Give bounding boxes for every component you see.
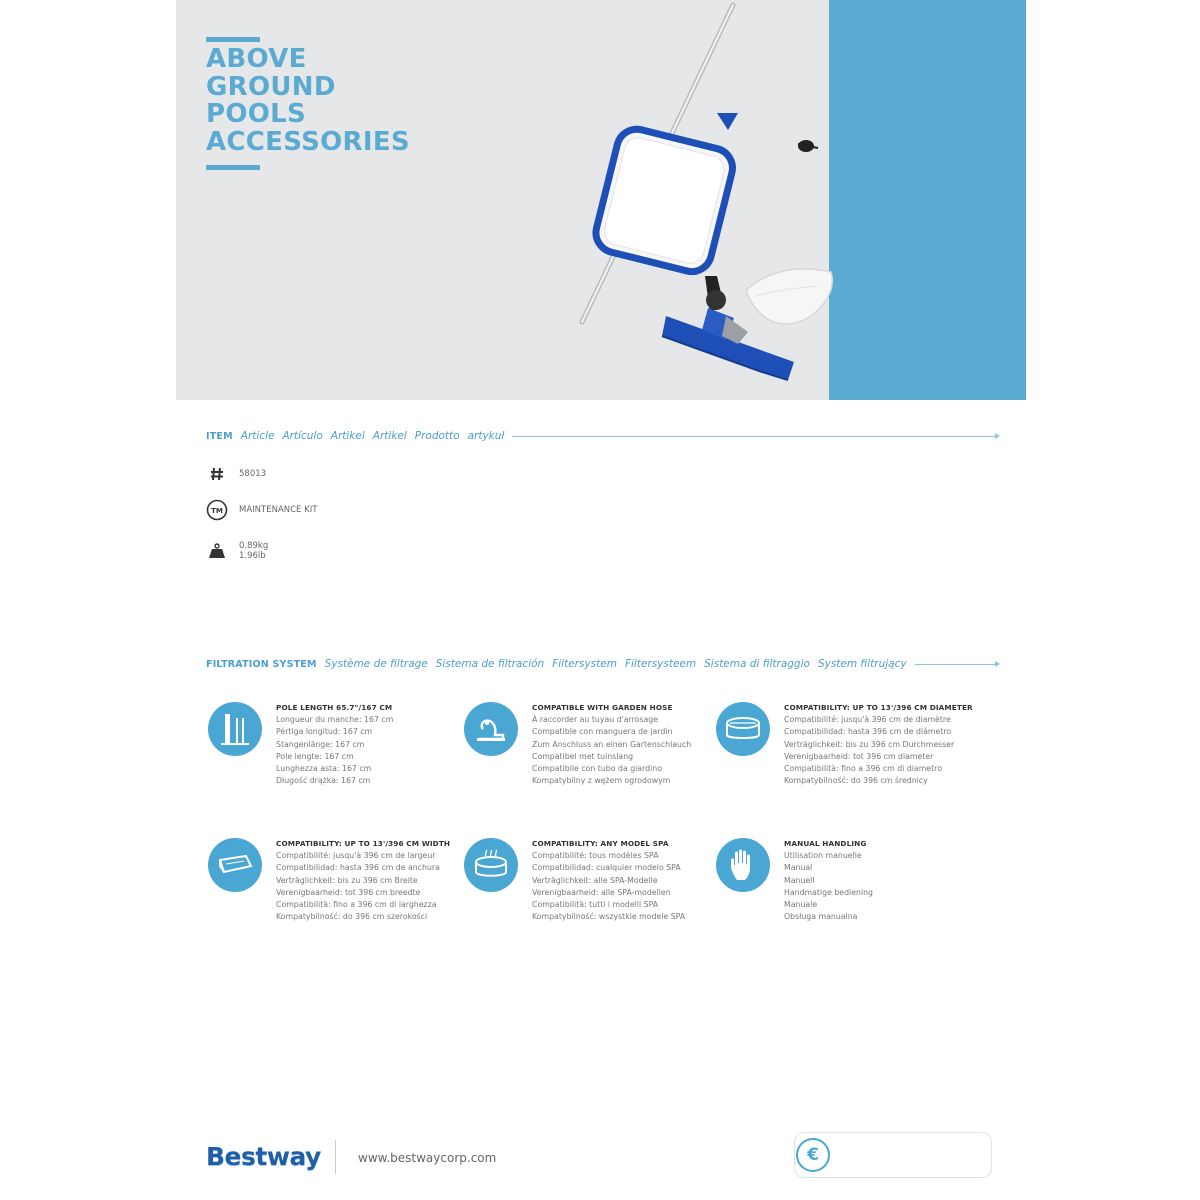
garden-hose-icon xyxy=(464,702,518,756)
hand-icon xyxy=(716,838,770,892)
feature-text xyxy=(532,838,685,924)
feature-line: Compatibile con tubo da giardino xyxy=(532,764,662,774)
maintenance-kit-illustration xyxy=(426,0,866,400)
feature-pole-length xyxy=(208,702,458,788)
feature-line: À raccorder au tuyau d'arrosage xyxy=(532,715,658,724)
feature-line: Kompatybilność: wszystkie modele SPA xyxy=(532,912,686,922)
feature-line: Pértiga longitud: 167 cm xyxy=(276,727,373,737)
feature-line: Verenigbaarheid: tot 396 cm diameter xyxy=(784,751,934,761)
feature-title: COMPATIBLE WITH GARDEN HOSE xyxy=(532,703,673,712)
bestway-logo: Bestway xyxy=(206,1142,321,1171)
feature-line: Manuale xyxy=(784,900,818,910)
filtration-section-translation: Sistema di filtraggio xyxy=(704,658,810,670)
feature-line: Manuell xyxy=(784,875,815,885)
feature-line: Compatibilité: jusqu'à 396 cm de diamètre xyxy=(784,715,951,724)
feature-line: Compatibilità: fino a 396 cm di larghezza xyxy=(276,900,437,910)
feature-line: Długość drążka: 167 cm xyxy=(276,776,371,786)
item-name: MAINTENANCE KIT xyxy=(239,505,318,515)
item-weight-lb: 1.96lb xyxy=(239,551,266,561)
feature-line: Handmatige bediening xyxy=(784,887,874,897)
feature-line: Stangenlänge: 167 cm xyxy=(276,739,365,749)
item-section-translation: Artikel xyxy=(372,430,407,442)
item-code: 58013 xyxy=(239,469,267,479)
feature-line: Compatibilidad: hasta 396 cm de diámetro xyxy=(784,727,952,737)
feature-line: Manual xyxy=(784,863,813,873)
feature-manual-handling xyxy=(716,838,966,924)
item-code-row xyxy=(206,461,266,487)
feature-line: Compatibilité: tous modèles SPA xyxy=(532,851,659,860)
item-section-translation: artykuł xyxy=(467,430,505,442)
hero-title-line: ACCESSORIES xyxy=(206,126,410,157)
feature-line: Pole lengte: 167 cm xyxy=(276,751,354,761)
round-pool-icon xyxy=(716,702,770,756)
feature-text xyxy=(276,838,450,924)
title-accent-bar xyxy=(206,165,260,170)
section-divider-arrow xyxy=(915,664,998,665)
item-section-translation: Prodotto xyxy=(414,430,460,442)
title-accent-bar xyxy=(206,37,260,42)
feature-line: Compatibilità: fino a 396 cm di diametro xyxy=(784,764,942,774)
filtration-section-translation: System filtrujący xyxy=(817,658,907,670)
feature-text xyxy=(784,838,873,924)
pole-icon xyxy=(208,702,262,756)
feature-line: Compatibilidad: hasta 396 cm de anchura xyxy=(276,863,440,873)
feature-line: Compatibilité: jusqu'à 396 cm de largeur xyxy=(276,851,436,860)
feature-line: Utilisation manuelle xyxy=(784,851,862,860)
feature-line: Compatibilità: tutti i modelli SPA xyxy=(532,900,659,910)
feature-line: Kompatybilny z wężem ogrodowym xyxy=(532,776,671,786)
feature-garden-hose xyxy=(464,702,714,788)
feature-line: Verenigbaarheid: alle SPA-modellen xyxy=(532,887,671,897)
euro-icon: € xyxy=(796,1138,830,1172)
hero-title-line: GROUND xyxy=(206,71,336,102)
feature-round-pool-compatibility xyxy=(716,702,973,788)
feature-line: Verträglichkeit: bis zu 396 cm Durchmesser xyxy=(784,739,955,749)
feature-text xyxy=(276,702,393,788)
feature-title: COMPATIBILITY: UP TO 13'/396 CM WIDTH xyxy=(276,839,451,848)
spec-sheet xyxy=(176,0,1026,1200)
item-weight-kg: 0.89kg xyxy=(239,541,269,551)
item-section-heading xyxy=(206,427,998,445)
item-section-translation: Artikel xyxy=(330,430,365,442)
feature-line: Compatibel met tuinslang xyxy=(532,751,634,761)
filtration-section-heading xyxy=(206,655,998,673)
feature-title: COMPATIBILITY: ANY MODEL SPA xyxy=(532,839,669,848)
hero-banner xyxy=(176,0,1026,400)
rectangular-pool-icon xyxy=(208,838,262,892)
feature-line: Verenigbaarheid: tot 396 cm breedte xyxy=(276,887,421,897)
feature-title: COMPATIBILITY: UP TO 13'/396 CM DIAMETER xyxy=(784,703,973,712)
item-name-row xyxy=(206,497,317,523)
hero-title-line: POOLS xyxy=(206,99,307,129)
filtration-section-translation: Filtersysteem xyxy=(624,658,697,670)
svg-text:TM: TM xyxy=(211,507,223,515)
feature-line: Longueur du manche: 167 cm xyxy=(276,715,394,724)
filtration-section-translation: Filtersystem xyxy=(552,658,617,670)
trademark-icon xyxy=(206,499,228,521)
feature-line: Zum Anschluss an einen Gartenschlauch xyxy=(532,739,692,749)
filtration-section-translation: Sistema de filtración xyxy=(435,658,545,670)
feature-width-compatibility xyxy=(208,838,458,924)
feature-text xyxy=(784,702,973,788)
feature-line: Verträglichkeit: alle SPA-Modelle xyxy=(532,875,658,885)
feature-line: Compatibilidad: cualquier modelo SPA xyxy=(532,863,681,873)
filtration-section-label: FILTRATION SYSTEM xyxy=(206,658,317,670)
feature-text xyxy=(532,702,691,788)
spa-icon xyxy=(464,838,518,892)
item-weight xyxy=(239,541,268,561)
feature-line: Obsługa manualna xyxy=(784,912,858,922)
hash-icon xyxy=(206,463,228,485)
item-section-translation: Artículo xyxy=(282,430,323,442)
weight-icon xyxy=(206,540,228,562)
item-section-translation: Article xyxy=(240,430,275,442)
item-weight-row xyxy=(206,538,268,564)
website-url[interactable]: www.bestwaycorp.com xyxy=(358,1151,497,1165)
feature-title: POLE LENGTH 65.7"/167 CM xyxy=(276,703,393,712)
feature-line: Lunghezza asta: 167 cm xyxy=(276,764,372,774)
feature-line: Kompatybilność: do 396 cm średnicy xyxy=(784,776,928,786)
item-section-label: ITEM xyxy=(206,430,233,442)
section-divider-arrow xyxy=(512,436,998,437)
hero-title-line: ABOVE xyxy=(206,44,307,74)
feature-line: Compatible con manguera de jardín xyxy=(532,727,673,737)
filtration-section-translation: Système de filtrage xyxy=(324,658,428,670)
feature-title: MANUAL HANDLING xyxy=(784,839,867,848)
feature-line: Verträglichkeit: bis zu 396 cm Breite xyxy=(276,875,418,885)
feature-line: Kompatybilność: do 396 cm szerokości xyxy=(276,912,428,922)
feature-spa-compatibility xyxy=(464,838,714,924)
footer-divider xyxy=(335,1140,336,1174)
